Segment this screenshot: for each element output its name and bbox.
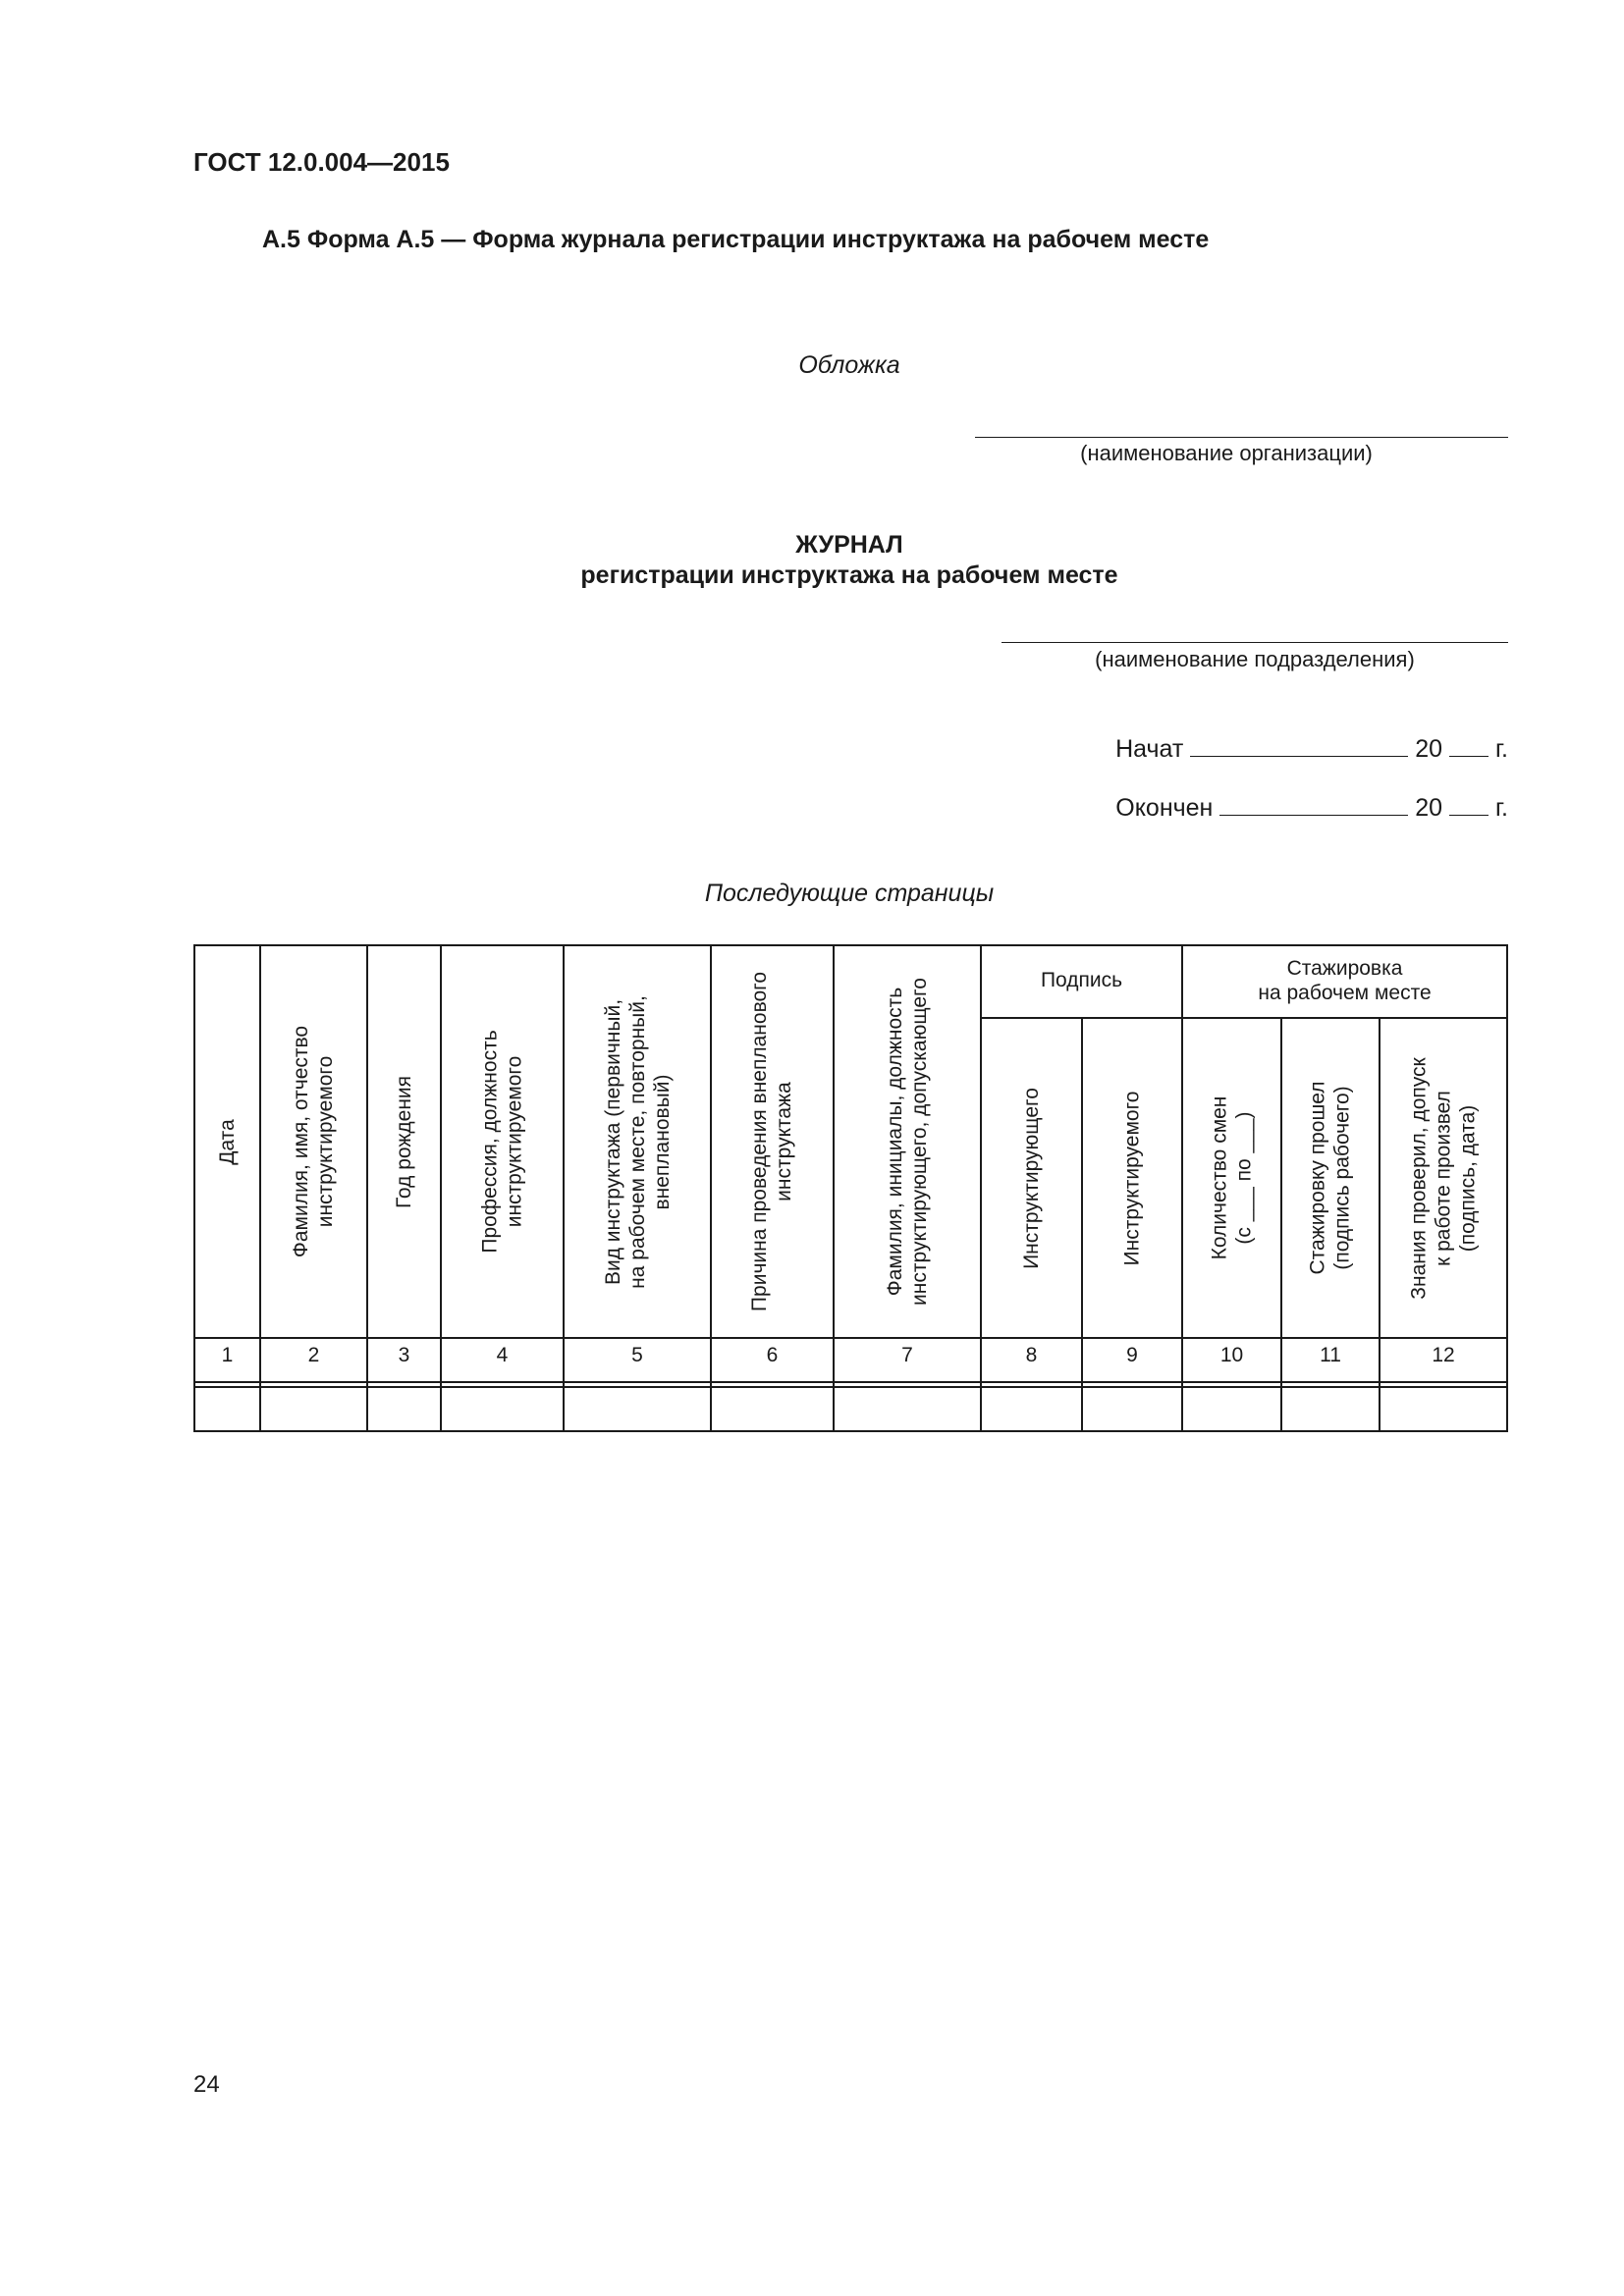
col-header-line: Количество смен xyxy=(1208,1095,1231,1260)
started-date-row xyxy=(1115,734,1508,764)
col-header-instructor-signature xyxy=(982,1019,1081,1337)
col-header-line: Знания проверил, допуск xyxy=(1407,1056,1431,1300)
next-pages-label: Последующие страницы xyxy=(704,880,995,907)
entry-cell[interactable] xyxy=(261,1388,366,1430)
col-header-line: к работе произвел xyxy=(1432,1090,1455,1266)
started-year-blank[interactable] xyxy=(1449,734,1489,757)
page-number: 24 xyxy=(193,2071,220,2098)
col-header-line: Инструктирующего xyxy=(1020,1087,1044,1269)
organization-caption: (наименование организации) xyxy=(1080,441,1373,465)
entry-cell[interactable] xyxy=(195,1388,259,1430)
col-header-line: инструктируемого xyxy=(503,1055,526,1228)
cover-label: Обложка xyxy=(798,351,900,379)
col-header-trainee-signature xyxy=(1083,1019,1181,1337)
column-number: 3 xyxy=(398,1344,410,1366)
col-header-line: Год рождения xyxy=(393,1075,416,1208)
journal-table xyxy=(193,944,1508,1432)
col-header-line: Дата xyxy=(215,1118,239,1165)
col-header-line: Инструктируемого xyxy=(1120,1091,1144,1265)
col-header-line: инструктирующего, допускающего xyxy=(908,978,931,1306)
organization-name-line[interactable] xyxy=(975,437,1508,438)
column-number: 9 xyxy=(1126,1344,1138,1366)
column-number: 11 xyxy=(1320,1344,1341,1366)
column-number: 4 xyxy=(496,1344,509,1366)
table-numbers-bottom xyxy=(193,1381,1508,1383)
finished-date-blank[interactable] xyxy=(1219,793,1408,816)
col-header-line: (подпись рабочего) xyxy=(1331,1086,1354,1270)
entry-cell[interactable] xyxy=(835,1388,980,1430)
form-title: А.5 Форма А.5 — Форма журнала регистрации инструктажа на рабочем месте xyxy=(262,226,1210,253)
column-number: 5 xyxy=(631,1344,643,1366)
col-header-profession xyxy=(442,946,563,1337)
internship-group-header xyxy=(1183,956,1506,1005)
column-number: 6 xyxy=(766,1344,779,1366)
finished-date-row xyxy=(1115,793,1508,823)
col-header-knowledge-checked xyxy=(1380,1019,1506,1337)
started-label: Начат xyxy=(1115,735,1184,763)
col-header-line: Фамилия, имя, отчество xyxy=(290,1025,313,1258)
entry-cell[interactable] xyxy=(368,1388,440,1430)
col-header-date xyxy=(195,946,259,1337)
entry-cell[interactable] xyxy=(442,1388,563,1430)
column-number: 2 xyxy=(307,1344,320,1366)
journal-title-main: ЖУРНАЛ xyxy=(795,531,903,559)
started-date-blank[interactable] xyxy=(1190,734,1408,757)
entry-cell[interactable] xyxy=(982,1388,1081,1430)
entry-cell[interactable] xyxy=(1083,1388,1181,1430)
col-header-unscheduled-reason xyxy=(712,946,833,1337)
col-header-line: (подпись, дата) xyxy=(1456,1104,1480,1252)
journal-title xyxy=(0,530,1624,591)
entry-cell[interactable] xyxy=(712,1388,833,1430)
column-number: 1 xyxy=(221,1344,234,1366)
document-code: ГОСТ 12.0.004—2015 xyxy=(193,147,450,177)
department-name-line[interactable] xyxy=(1001,642,1508,643)
col-header-line: инструктажа xyxy=(773,1082,796,1201)
col-header-full-name xyxy=(261,946,366,1337)
col-header-internship-completed xyxy=(1282,1019,1379,1337)
col-header-line: Стажировку прошел xyxy=(1307,1081,1329,1275)
column-number: 10 xyxy=(1219,1344,1244,1366)
table-border-right xyxy=(1506,944,1508,1432)
finished-year-suffix: г. xyxy=(1494,794,1508,822)
department-caption: (наименование подразделения) xyxy=(1095,647,1415,671)
entry-cell[interactable] xyxy=(1380,1388,1506,1430)
col-header-line: внеплановый) xyxy=(650,1074,674,1210)
col-header-line: Фамилия, инициалы, должность xyxy=(884,987,906,1297)
entry-cell[interactable] xyxy=(565,1388,710,1430)
internship-header-line2: на рабочем месте xyxy=(1258,982,1432,1004)
entry-cell[interactable] xyxy=(1282,1388,1379,1430)
col-header-line: Вид инструктажа (первичный, xyxy=(601,998,624,1285)
col-header-instructor-name xyxy=(835,946,980,1337)
finished-year-prefix: 20 xyxy=(1415,794,1443,822)
column-number: 8 xyxy=(1025,1344,1038,1366)
started-year-prefix: 20 xyxy=(1415,735,1443,763)
started-year-suffix: г. xyxy=(1494,735,1508,763)
col-header-line: Профессия, должность xyxy=(478,1030,502,1254)
column-number: 7 xyxy=(901,1344,913,1366)
entry-cell[interactable] xyxy=(1183,1388,1280,1430)
col-header-line: (с ___ по ___) xyxy=(1232,1111,1256,1245)
col-header-briefing-type xyxy=(565,946,710,1337)
col-header-birth-year xyxy=(368,946,440,1337)
internship-header-line1: Стажировка xyxy=(1286,957,1403,980)
col-header-shift-count xyxy=(1183,1019,1280,1337)
col-header-line: на рабочем месте, повторный, xyxy=(625,994,649,1289)
finished-label: Окончен xyxy=(1115,794,1214,822)
finished-year-blank[interactable] xyxy=(1449,793,1489,816)
col-header-line: инструктируемого xyxy=(314,1055,338,1228)
table-border-bottom xyxy=(193,1430,1508,1432)
signature-group-header: Подпись xyxy=(1040,969,1123,991)
col-header-line: Причина проведения внепланового xyxy=(748,971,772,1312)
column-number: 12 xyxy=(1432,1344,1455,1366)
journal-subtitle: регистрации инструктажа на рабочем месте xyxy=(580,561,1118,589)
